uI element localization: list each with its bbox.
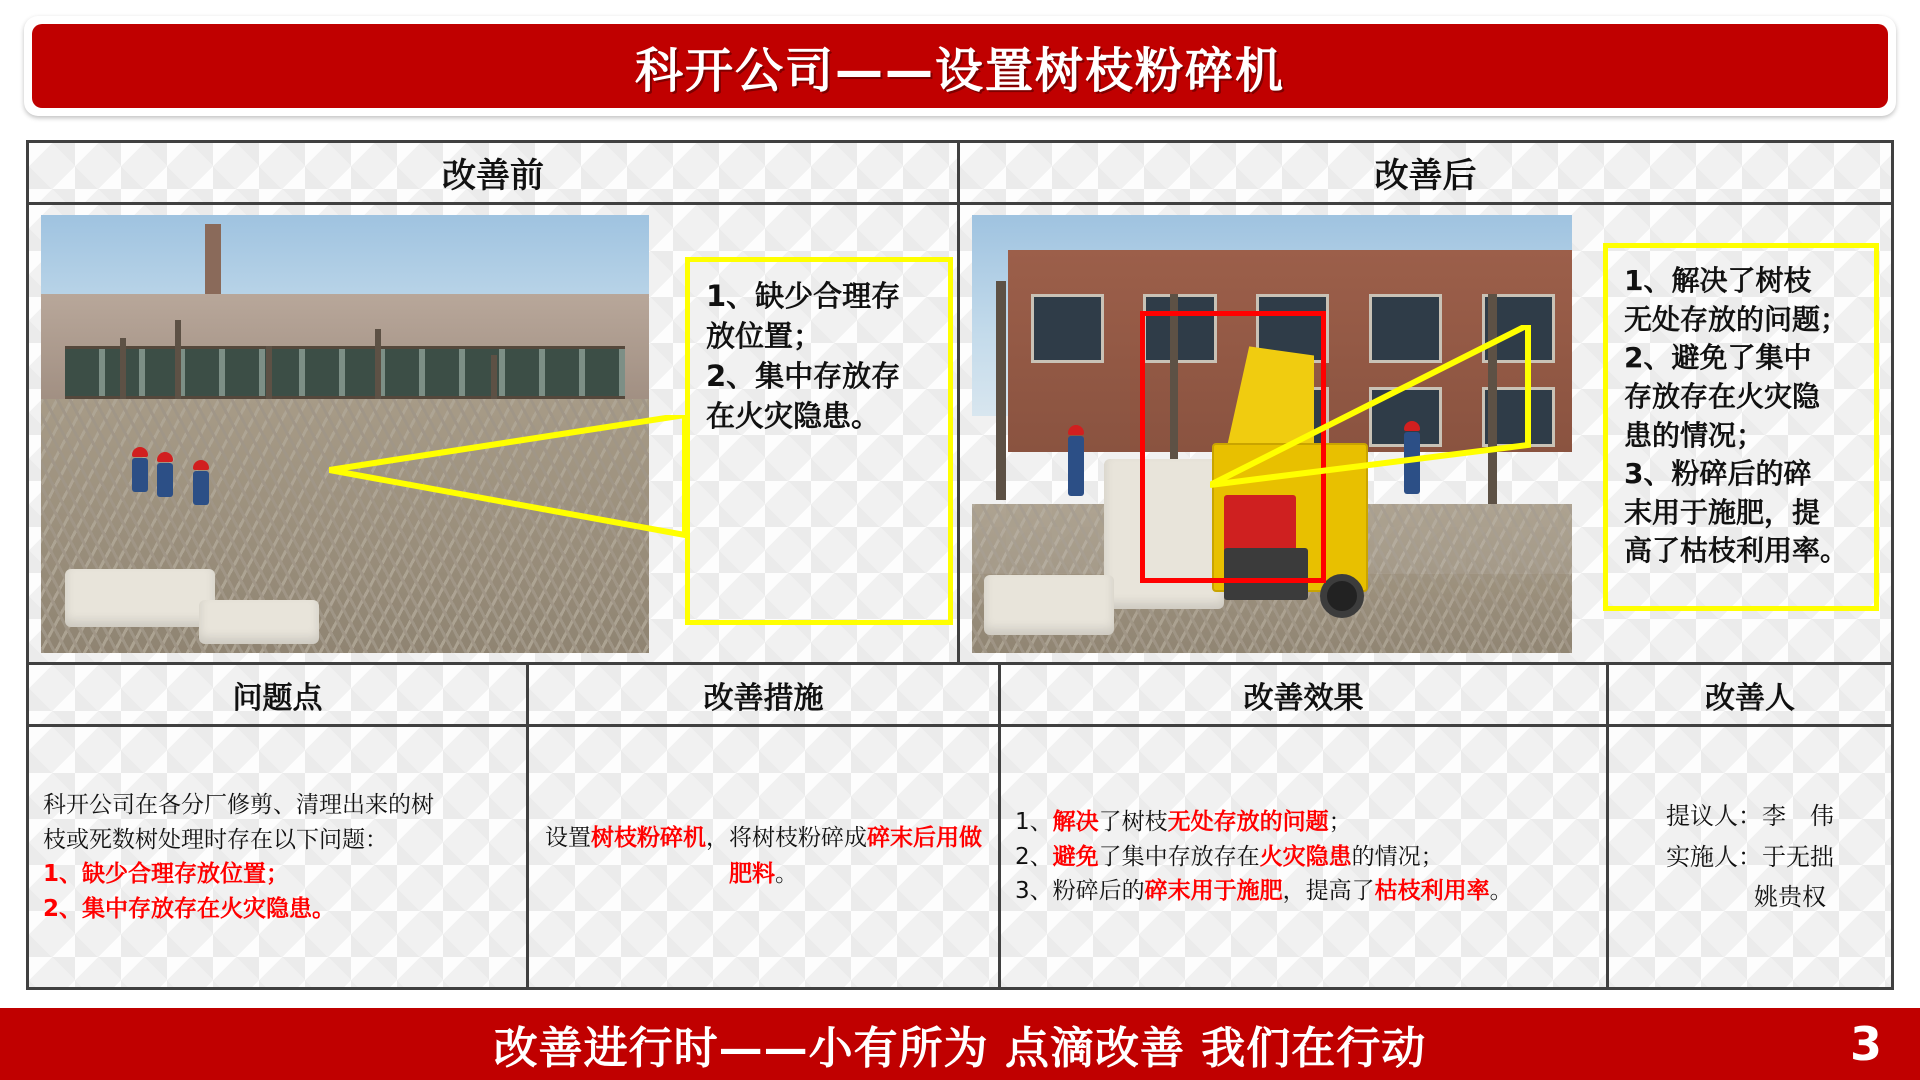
worker-2 <box>157 452 173 497</box>
col-header-problem: 问题点 <box>29 665 529 724</box>
before-photo <box>41 215 649 653</box>
footer-slogan: 改善进行时——小有所为 点滴改善 我们在行动 <box>493 1023 1427 1074</box>
title-bar <box>32 24 1888 108</box>
content-table <box>26 140 1894 990</box>
tree-c <box>1488 294 1497 504</box>
page-number: 3 <box>1849 1017 1882 1071</box>
measure-kw2: 碎末后用做肥料 <box>729 825 982 887</box>
after-callout: 1、解决了树枝 无处存放的问题； 2、避免了集中 存放存在火灾隐 患的情况； 3、粉碎后的碎 末用于施肥，提 高了枯枝利用率。 <box>1603 243 1879 611</box>
after-cell <box>960 205 1891 662</box>
col-header-person: 改善人 <box>1609 665 1891 724</box>
problem-line-2: 枝或死数树处理时存在以下问题： <box>43 826 388 853</box>
effect-row-3: 3、粉碎后的碎末用于施肥，提高了枯枝利用率。 <box>1015 878 1513 905</box>
before-callout: 1、缺少合理存 放位置； 2、集中存放存 在火灾隐患。 <box>685 257 953 625</box>
problem-line-3: 1、缺少合理存放位置； <box>43 861 290 887</box>
table-header-row <box>29 665 1891 727</box>
cell-effect <box>1001 727 1609 987</box>
effect-row-2: 2、避免了集中存放存在火灾隐患的情况； <box>1015 843 1444 870</box>
implementer-line-2: 姚贵权 <box>1754 883 1826 912</box>
implementer-line: 实施人：于无拙 <box>1666 842 1834 871</box>
col-header-effect: 改善效果 <box>1001 665 1609 724</box>
measure-suffix: 。 <box>775 861 798 887</box>
proposer-line: 提议人：李 伟 <box>1666 801 1834 830</box>
cell-measure <box>529 727 1001 987</box>
sack-after-2 <box>984 575 1114 635</box>
worker-1 <box>132 447 148 492</box>
worker-3 <box>193 460 209 505</box>
sack-1 <box>65 569 215 627</box>
measure-text <box>543 821 984 892</box>
worker-right <box>1404 421 1420 494</box>
title-container <box>24 16 1896 116</box>
page-title: 科开公司——设置树枝粉碎机 <box>634 42 1285 99</box>
highlight-box <box>1140 311 1326 583</box>
after-photo <box>972 215 1572 653</box>
measure-kw1: 树枝粉碎机 <box>591 825 706 852</box>
problem-line-4: 2、集中存放存在火灾隐患。 <box>43 895 336 922</box>
comparison-header-row <box>29 143 1891 205</box>
window-strip <box>65 346 624 399</box>
cell-problem <box>29 727 529 987</box>
problem-line-1: 科开公司在各分厂修剪、清理出来的树 <box>43 792 434 818</box>
col-header-measure: 改善措施 <box>529 665 1001 724</box>
header-before: 改善前 <box>29 143 960 202</box>
wheel-1 <box>1320 574 1364 618</box>
cell-person <box>1609 727 1891 987</box>
tree-a <box>996 281 1006 500</box>
sack-2 <box>199 600 319 644</box>
header-after: 改善后 <box>960 143 1891 202</box>
effect-row-1: 1、解决了树枝无处存放的问题； <box>1015 809 1352 836</box>
photo-row <box>29 205 1891 665</box>
footer-bar <box>0 1008 1920 1080</box>
before-cell <box>29 205 960 662</box>
table-body-row <box>29 727 1891 987</box>
worker-left <box>1068 425 1084 496</box>
measure-prefix: 设置 <box>545 825 591 852</box>
measure-mid: ，将树枝粉碎成 <box>706 825 867 852</box>
